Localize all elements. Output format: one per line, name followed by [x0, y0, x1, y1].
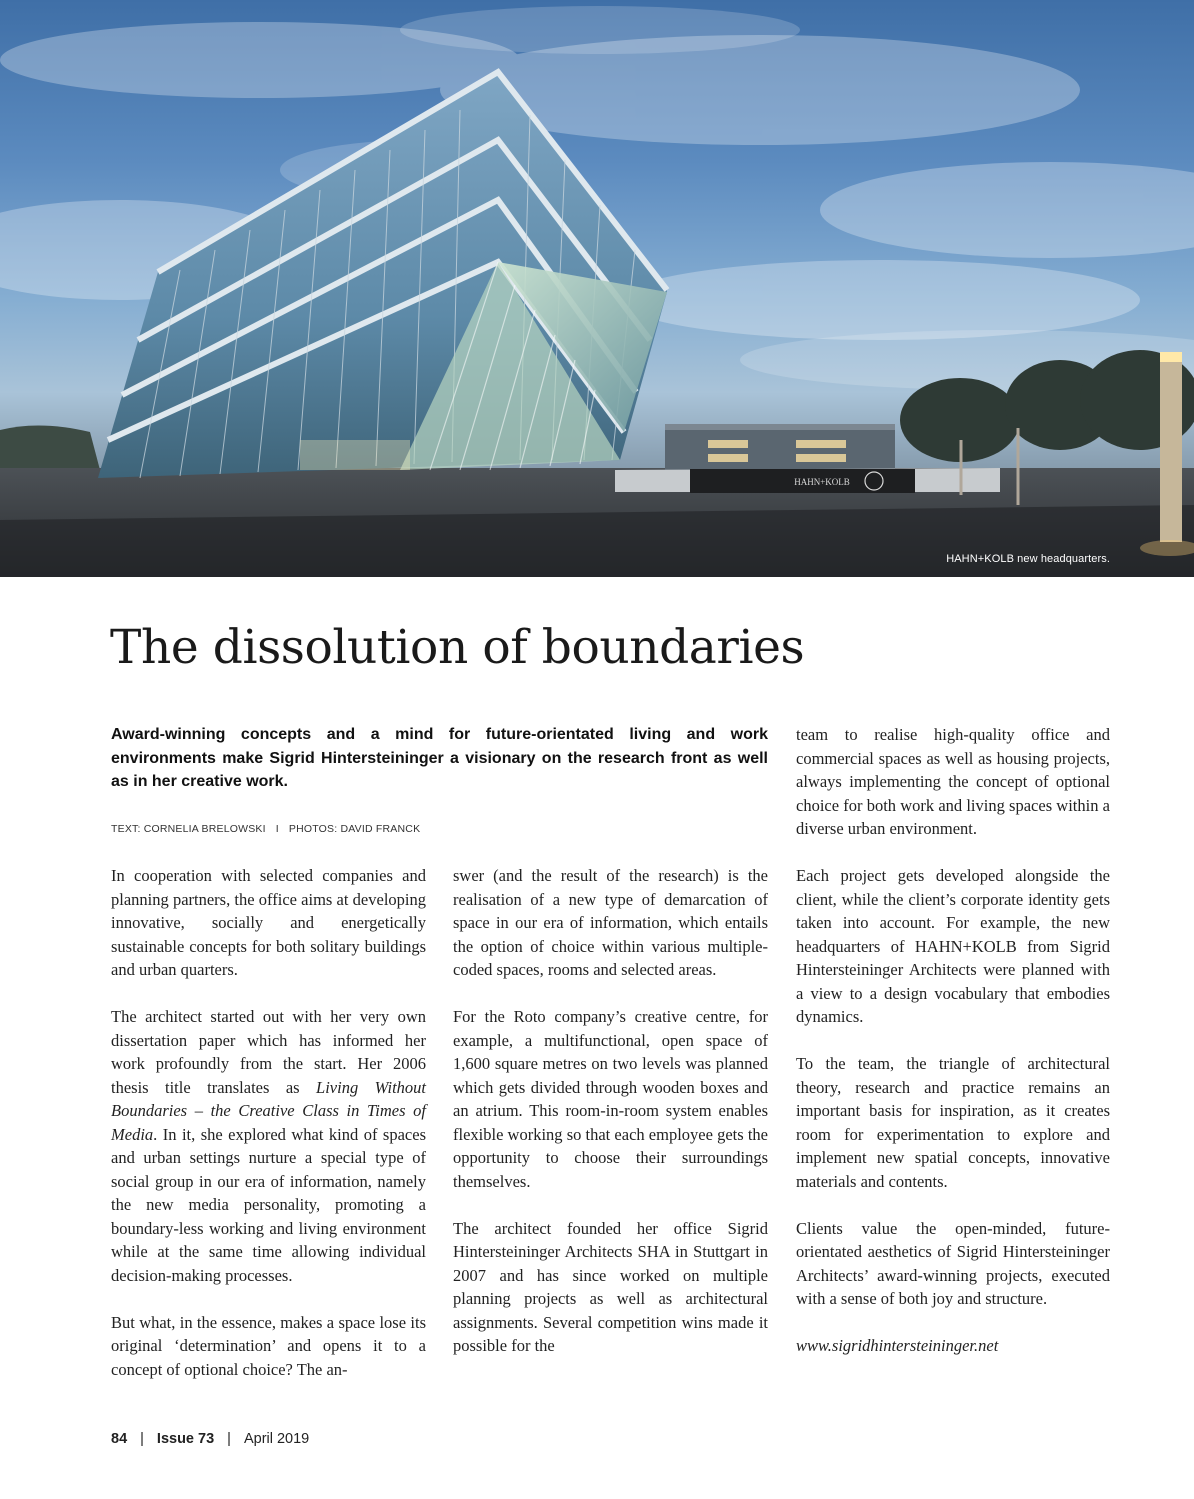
issue-number: Issue 73: [156, 1431, 215, 1447]
paragraph: Each project gets developed alongside the client, while the client’s corporate identity gets taken into account. For example, the new headquarters of HAHN+KOLB from Sigrid Hintersteininger Architects were planned with a view to a design vocabulary that embodies dynamics.: [796, 866, 1110, 1026]
paragraph: In cooperation with selected companies and planning partners, the office aims at developing innovative, socially and energetically sustainable concepts for both solitary buildings and urban quarters.: [111, 866, 426, 979]
paragraph: [111, 1005, 426, 1287]
body-column-1: [111, 864, 426, 1381]
photo-caption: HAHN+KOLB new headquarters.: [946, 553, 1110, 565]
paragraph: The architect founded her office Sigrid Hintersteininger Architects SHA in Stuttgart in 2007 and has since worked on multiple planning projects as well as architectural assignments. Several competition wins made it possible for the: [453, 1218, 768, 1355]
paragraph-text: . In it, she explored what kind of spaces and urban settings nurture a special type of social group in our era of information, namely the new media personality, promoting a boundary-less working and living environment while at the same time allowing individual decision-making processes.: [111, 1124, 426, 1285]
page-number: 84: [111, 1431, 128, 1447]
website-link[interactable]: www.sigridhintersteininger.net: [796, 1336, 999, 1355]
thesis-title: Living Without Boundaries – the Creative Class in Times of Media: [111, 1077, 426, 1144]
paragraph: To the team, the triangle of architectural theory, research and practice remains an important basis for inspiration, as it creates room for experimentation to explore and implement new spatial concepts, innovative materials and contents.: [796, 1054, 1110, 1191]
text-credit: TEXT: CORNELIA BRELOWSKI: [111, 823, 266, 835]
paragraph: For the Roto company’s creative centre, for example, a multifunctional, open space of 1,600 square metres on two levels was planned which gets divided through wooden boxes and an atrium. This room-in-room system enables flexible working so that each employee gets the opportunity to choose their surroundings themselves.: [453, 1007, 768, 1191]
credit-separator: I: [275, 823, 279, 835]
hahn-kolb-sign: HAHN+KOLB: [794, 477, 850, 487]
footer-divider: |: [227, 1431, 231, 1447]
article-lead: Award-winning concepts and a mind for future-orientated living and work environments make Sigrid Hintersteininger a visionary on the research front as well as in her creative work.: [111, 726, 768, 790]
body-column-2: [453, 864, 768, 1358]
footer-divider: |: [140, 1431, 144, 1447]
paragraph: Clients value the open-minded, future-orientated aesthetics of Sigrid Hintersteininger Architects’ award-winning projects, executed with a sense of both joy and structure.: [796, 1218, 1110, 1308]
body-column-3: [796, 723, 1110, 1358]
paragraph: team to realise high-quality office and commercial spaces as well as housing projects, always implementing the concept of optional choice for both work and living spaces within a diverse urban environment.: [796, 725, 1110, 838]
page-footer: [111, 1431, 309, 1447]
issue-date: April 2019: [243, 1431, 310, 1447]
photo-credit: PHOTOS: DAVID FRANCK: [288, 823, 421, 835]
paragraph-text: The architect started out with her very own dissertation paper which has informed her work profoundly from the start. Her 2006 thesis title translates as: [111, 1007, 426, 1097]
building-illustration: [0, 0, 1194, 577]
paragraph: swer (and the result of the research) is the realisation of a new type of demarcation of space in our era of information, which entails the option of choice within various multiple-coded spaces, rooms and selected areas.: [453, 866, 768, 979]
article-title: The dissolution of boundaries: [110, 620, 805, 675]
hero-photo: [0, 0, 1194, 577]
article-credits: [111, 823, 420, 835]
paragraph: But what, in the essence, makes a space lose its original ‘determination’ and opens it to a concept of optional choice? The an-: [111, 1312, 426, 1379]
